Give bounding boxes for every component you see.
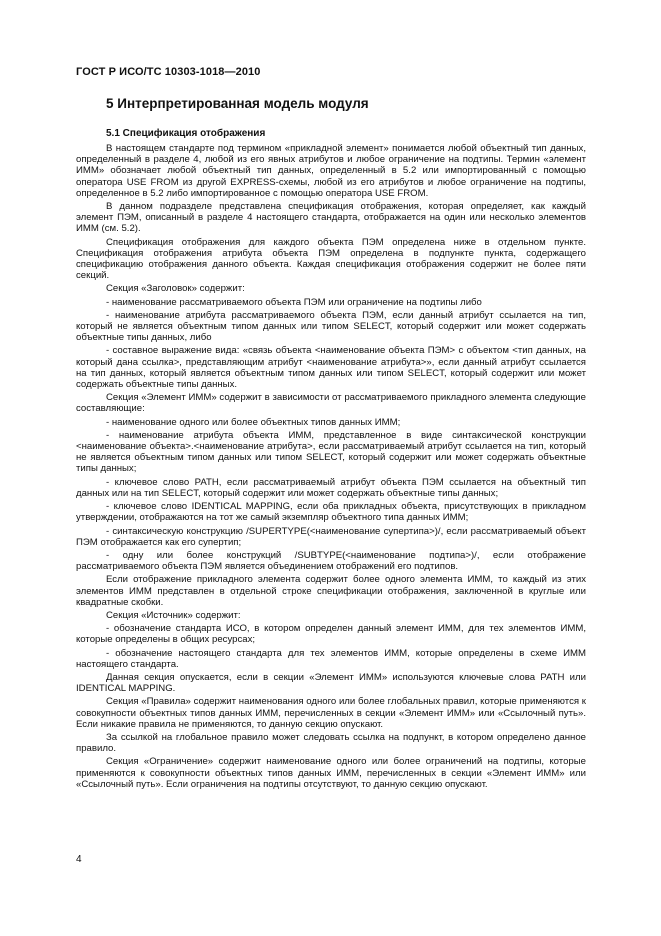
paragraph: За ссылкой на глобальное правило может следовать ссылка на подпункт, в котором определено данное правило. bbox=[76, 731, 586, 755]
list-item: - обозначение стандарта ИСО, в котором определен данный элемент ИММ, для тех элементов ИММ, которые определены в общих ресурсах; bbox=[76, 623, 586, 646]
paragraph: Секция «Ограничение» содержит наименование одного или более ограничений на подтипы, которые применяются к совокупности объектных типов данных ИММ, перечисленных в секции «Элемент ИММ» или «Ссылочный путь». Если ограничения на подтипы отсутствуют, то данную секцию опускают. bbox=[76, 756, 586, 790]
paragraph: Если отображение прикладного элемента содержит более одного элемента ИММ, то каждый из этих элементов ИММ представлен в отдельной строке спецификации отображения, заключенной в круглые или квадратные скобки. bbox=[76, 574, 586, 608]
list-item: - ключевое слово PATH, если рассматриваемый атрибут объекта ПЭМ ссылается на объектный тип данных или на тип SELECT, который содержит или может содержать объектные типы данных; bbox=[76, 476, 586, 499]
paragraph: Данная секция опускается, если в секции «Элемент ИММ» используются ключевые слова PATH или IDENTICAL MAPPING. bbox=[76, 671, 586, 695]
paragraph: Секция «Заголовок» содержит: bbox=[106, 283, 245, 295]
standard-header: ГОСТ Р ИСО/ТС 10303-1018—2010 bbox=[76, 66, 261, 78]
section-title: 5 Интерпретированная модель модуля bbox=[106, 96, 369, 111]
page-number: 4 bbox=[76, 854, 82, 865]
paragraph: Секция «Правила» содержит наименования одного или более глобальных правил, которые применяются к совокупности объектных типов данных ИММ, перечисленных в секции «Элемент ИММ» или «Ссылочный путь». Если никакие правила не применяются, то данную секцию опускают. bbox=[76, 696, 586, 730]
list-item: - ключевое слово IDENTICAL MAPPING, если оба прикладных объекта, присутствующих в прикладном утверждении, отображаются на тот же самый экземпляр объектного типа данных ИММ; bbox=[76, 501, 586, 524]
body-text bbox=[76, 143, 586, 792]
paragraph: Секция «Элемент ИММ» содержит в зависимости от рассматриваемого прикладного элемента следующие составляющие: bbox=[76, 392, 586, 415]
list-item: - наименование одного или более объектных типов данных ИММ; bbox=[106, 416, 401, 428]
paragraph: В настоящем стандарте под термином «прикладной элемент» понимается любой объектный тип данных, определенный в разделе 4, любой из его явных атрибутов и любое ограничение на подтипы. Термин «элемент ИММ» обозначает любой объектный тип данных, определенный в 5.2 или импортированный с помощью оператора USE FROM из другой EXPRESS-схемы, любой из его атрибутов и любое ограничение на подтипы, определенное в 5.2 либо импортированное с помощью оператора USE FROM. bbox=[76, 143, 586, 199]
paragraph: В данном подразделе представлена спецификация отображения, которая определяет, как каждый элемент ПЭМ, описанный в разделе 4 настоящего стандарта, отображается на один или несколько элементов ИММ (см. 5.2). bbox=[76, 201, 586, 235]
subsection-title: 5.1 Спецификация отображения bbox=[106, 128, 266, 139]
list-item: - обозначение настоящего стандарта для тех элементов ИММ, которые определены в схеме ИММ настоящего стандарта. bbox=[76, 647, 586, 670]
list-item: - наименование рассматриваемого объекта ПЭМ или ограничение на подтипы либо bbox=[106, 296, 482, 308]
list-item: - составное выражение вида: «связь объекта <наименование объекта ПЭМ> с объектом <тип данных, на который дана ссылка>, представляющим атрибут <наименование атрибута>», если данный атрибут ссылается на тип данных, который является объектным типом данных или типом SELECT, который содержит или может содержать объектные типы данных. bbox=[76, 345, 586, 391]
list-item: - наименование атрибута объекта ИММ, представленное в виде синтаксической конструкции <наименование объекта>.<наименование атрибута>, если рассматриваемый атрибут ссылается на тип, который не является объектным типом данных или типом SELECT, который содержит или может содержать объектные типы данных; bbox=[76, 429, 586, 475]
paragraph: Секция «Источник» содержит: bbox=[106, 609, 241, 621]
list-item: - одну или более конструкций /SUBTYPE(<наименование подтипа>)/, если отображение рассматриваемого объекта ПЭМ является объединением отображений его подтипов. bbox=[76, 549, 586, 573]
list-item: - синтаксическую конструкцию /SUPERTYPE(<наименование супертипа>)/, если рассматриваемый объект ПЭМ отображается как его супертип; bbox=[76, 525, 586, 548]
paragraph: Спецификация отображения для каждого объекта ПЭМ определена ниже в отдельном пункте. Спецификация отображения атрибута объекта ПЭМ определена в подпункте пункта, содержащего спецификацию отображения данного объекта. Каждая спецификация отображения содержит не более пяти секций. bbox=[76, 236, 586, 282]
list-item: - наименование атрибута рассматриваемого объекта ПЭМ, если данный атрибут ссылается на тип, который не является объектным типом данных или типом SELECT, который содержит или может содержать объектные типы данных, либо bbox=[76, 309, 586, 344]
